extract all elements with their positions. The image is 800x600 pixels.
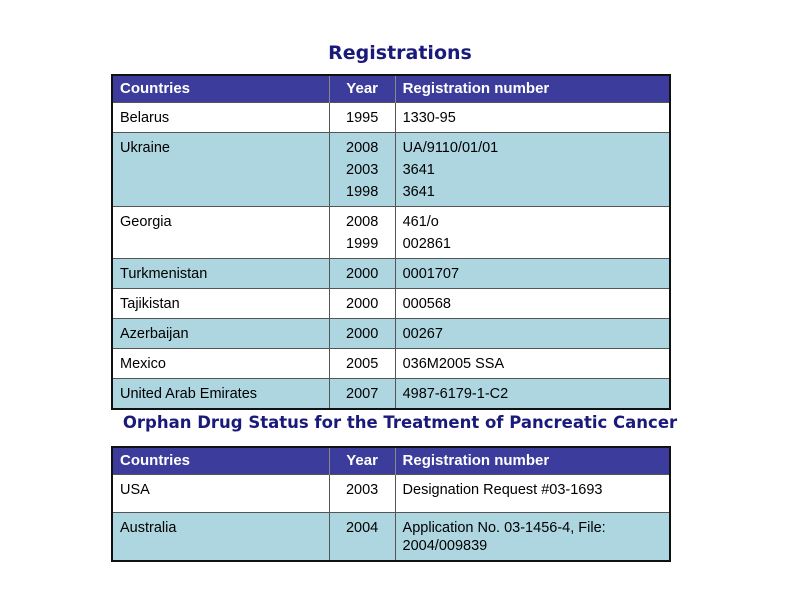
country-cell: Australia <box>112 512 329 561</box>
year-cell <box>329 474 395 512</box>
orphan-drug-title: Orphan Drug Status for the Treatment of Pancreatic Cancer <box>122 413 678 432</box>
country-cell: Mexico <box>112 348 329 378</box>
number-value: 0001707 <box>402 265 460 282</box>
number-cell <box>395 378 670 409</box>
table-header-row <box>112 447 670 474</box>
year-value: 2008 <box>346 213 379 230</box>
year-cell <box>329 348 395 378</box>
header-year: Year <box>329 75 395 102</box>
year-cell <box>329 102 395 132</box>
number-cell <box>395 258 670 288</box>
number-value: 00267 <box>402 325 443 342</box>
country-cell: Azerbaijan <box>112 318 329 348</box>
year-value: 2000 <box>346 265 379 282</box>
year-value: 2007 <box>346 385 379 402</box>
number-value: 002861 <box>402 235 451 252</box>
number-value: 1330-95 <box>402 109 456 126</box>
number-value: 4987-6179-1-C2 <box>402 385 509 402</box>
number-value: 3641 <box>402 161 435 178</box>
header-registration-number: Registration number <box>395 447 670 474</box>
number-value: 3641 <box>402 183 435 200</box>
number-value: Designation Request #03-1693 <box>402 481 603 498</box>
year-cell <box>329 206 395 258</box>
number-value: Application No. 03-1456-4, File: <box>402 519 606 536</box>
header-registration-number: Registration number <box>395 75 670 102</box>
header-countries: Countries <box>112 75 329 102</box>
year-cell <box>329 288 395 318</box>
table-header-row <box>112 75 670 102</box>
year-cell <box>329 378 395 409</box>
year-value: 2000 <box>346 325 379 342</box>
header-year: Year <box>329 447 395 474</box>
table-row <box>112 288 670 318</box>
country-cell: Turkmenistan <box>112 258 329 288</box>
table-row <box>112 206 670 258</box>
table-row <box>112 132 670 206</box>
country-cell: Georgia <box>112 206 329 258</box>
year-cell <box>329 258 395 288</box>
number-cell <box>395 318 670 348</box>
year-value: 2003 <box>345 481 379 498</box>
table-row <box>112 512 670 561</box>
table-row <box>112 348 670 378</box>
number-cell <box>395 348 670 378</box>
year-value: 2004 <box>345 519 379 536</box>
number-cell <box>395 474 670 512</box>
table-row <box>112 318 670 348</box>
table-row <box>112 258 670 288</box>
number-cell <box>395 288 670 318</box>
number-cell <box>395 206 670 258</box>
year-value: 1999 <box>346 235 379 252</box>
year-cell <box>329 132 395 206</box>
country-cell: USA <box>112 474 329 512</box>
registrations-title: Registrations <box>328 42 472 64</box>
table-row <box>112 102 670 132</box>
year-cell <box>329 318 395 348</box>
number-value: 000568 <box>402 295 451 312</box>
table-row <box>112 474 670 512</box>
number-cell <box>395 132 670 206</box>
year-cell <box>329 512 395 561</box>
number-value: UA/9110/01/01 <box>402 139 499 156</box>
header-countries: Countries <box>112 447 329 474</box>
year-value: 2008 <box>346 139 379 156</box>
year-value: 2000 <box>346 295 379 312</box>
country-cell: Tajikistan <box>112 288 329 318</box>
year-value: 1995 <box>346 109 379 126</box>
year-value: 2003 <box>346 161 379 178</box>
number-value: 2004/009839 <box>402 537 488 554</box>
table-row <box>112 378 670 409</box>
number-cell <box>395 102 670 132</box>
number-value: 461/o <box>402 213 439 230</box>
registrations-table <box>111 74 671 410</box>
number-cell <box>395 512 670 561</box>
orphan-drug-table <box>111 446 671 562</box>
year-value: 1998 <box>346 183 379 200</box>
number-value: 036M2005 SSA <box>402 355 505 372</box>
country-cell: Belarus <box>112 102 329 132</box>
country-cell: United Arab Emirates <box>112 378 329 409</box>
country-cell: Ukraine <box>112 132 329 206</box>
year-value: 2005 <box>346 355 379 372</box>
